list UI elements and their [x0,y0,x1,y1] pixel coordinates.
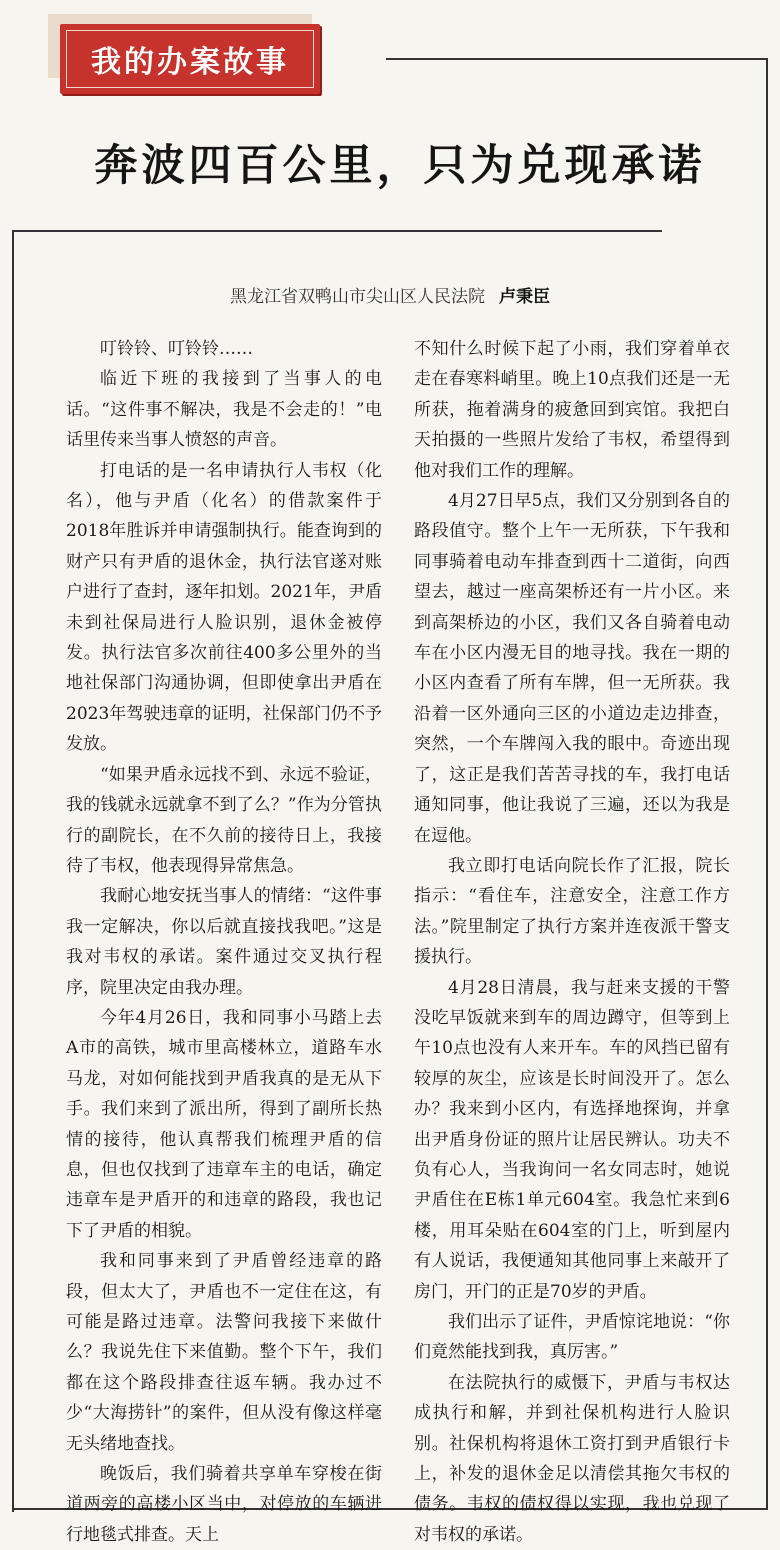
paragraph: 叮铃铃、叮铃铃…… [100,339,253,359]
article-column-right [414,334,730,1550]
paragraph-continued: 不知什么时候下起了小雨，我们穿着单衣走在春寒料峭里。晚上10点我们还是一无所获，拖着满身的疲惫回到宾馆。我把白天拍摄的一些照片发给了韦权，希望得到他对我们工作的理解。 [414,339,730,481]
column-tag-frame [66,30,314,88]
article-column-left [66,334,382,1550]
left-rule [12,230,14,1512]
column-tag-text: 我的办案故事 [91,45,289,80]
byline-author: 卢秉臣 [499,287,550,307]
paragraph: 4月27日早5点，我们又分别到各自的路段值守。整个上午一无所获，下午我和同事骑着电动车排查到西十二道街，向西望去，越过一座高架桥还有一片小区。来到高架桥边的小区，我们又各自骑着电动车在小区内漫无目的地寻找。我在一期的小区内查看了所有车牌，但一无所获。我沿着一区外通向三区的小道边走边排查，突然，一个车牌闯入我的眼中。奇迹出现了，这正是我们苦苦寻找的车，我打电话通知同事，他让我说了三遍，还以为我是在逗他。 [414,491,730,846]
top-rule [386,58,768,60]
paragraph: 打电话的是一名申请执行人韦权（化名），他与尹盾（化名）的借款案件于2018年胜诉并申请强制执行。能查询到的财产只有尹盾的退休金，执行法官遂对账户进行了查封，逐年扣划。2021年，尹盾未到社保局进行人脸识别，退休金被停发。执行法官多次前往400多公里外的当地社保部门沟通协调，但即使拿出尹盾在2023年驾驶违章的证明，社保部门仍不予发放。 [66,460,382,755]
paragraph: “如果尹盾永远找不到、永远不验证，我的钱就永远就拿不到了么？”作为分管执行的副院长，在不久前的接待日上，我接待了韦权，他表现得异常焦急。 [66,764,382,876]
paragraph: 今年4月26日，我和同事小马踏上去A市的高铁，城市里高楼林立，道路车水马龙，对如何能找到尹盾我真的是无从下手。我们来到了派出所，得到了副所长热情的接待，他认真帮我们梳理尹盾的信息，但也仅找到了违章车主的电话，确定违章车是尹盾开的和违章的路段，我也记下了尹盾的相貌。 [66,1007,382,1241]
paragraph: 4月28日清晨，我与赶来支援的干警没吃早饭就来到车的周边蹲守，但等到上午10点也没有人来开车。车的风挡已留有较厚的灰尘，应该是长时间没开了。怎么办？我来到小区内，有选择地探询，并拿出尹盾身份证的照片让居民辨认。功夫不负有心人，当我询问一名女同志时，她说尹盾住在E栋1单元604室。我急忙来到6楼，用耳朵贴在604室的门上，听到屋内有人说话，我便通知其他同事上来敲开了房门，开门的正是70岁的尹盾。 [414,977,730,1302]
headline-underline-rule [12,230,662,232]
paragraph: 我们出示了证件，尹盾惊诧地说：“你们竟然能找到我，真厉害。” [414,1312,730,1363]
byline-organization: 黑龙江省双鸭山市尖山区人民法院 [230,287,485,307]
paragraph: 我立即打电话向院长作了汇报，院长指示：“看住车，注意安全，注意工作方法。”院里制定了执行方案并连夜派干警支援执行。 [414,855,730,968]
headline: 奔波四百公里，只为兑现承诺 [94,141,706,191]
paragraph: 在法院执行的威慑下，尹盾与韦权达成执行和解，并到社保机构进行人脸识别。社保机构将退休工资打到尹盾银行卡上，补发的退休金足以清偿其拖欠韦权的债务。韦权的债权得以实现，我也兑现了对韦权的承诺。 [414,1372,730,1545]
paragraph: 晚饭后，我们骑着共享单车穿梭在街道两旁的高楼小区当中，对停放的车辆进行地毯式排查。天上 [66,1464,382,1545]
right-rule [766,58,768,1510]
column-tag [60,24,320,94]
byline [0,282,780,307]
paragraph: 临近下班的我接到了当事人的电话。“这件事不解决，我是不会走的！”电话里传来当事人愤怒的声音。 [66,369,382,451]
paragraph: 我和同事来到了尹盾曾经违章的路段，但太大了，尹盾也不一定住在这，有可能是路过违章。法警问我接下来做什么？我说先住下来值勤。整个下午，我们都在这个路段排查往返车辆。我办过不少“大海捞针”的案件，但从没有像这样毫无头绪地查找。 [66,1251,382,1454]
paragraph: 我耐心地安抚当事人的情绪：“这件事我一定解决，你以后就直接找我吧。”这是我对韦权的承诺。案件通过交叉执行程序，院里决定由我办理。 [66,886,382,998]
